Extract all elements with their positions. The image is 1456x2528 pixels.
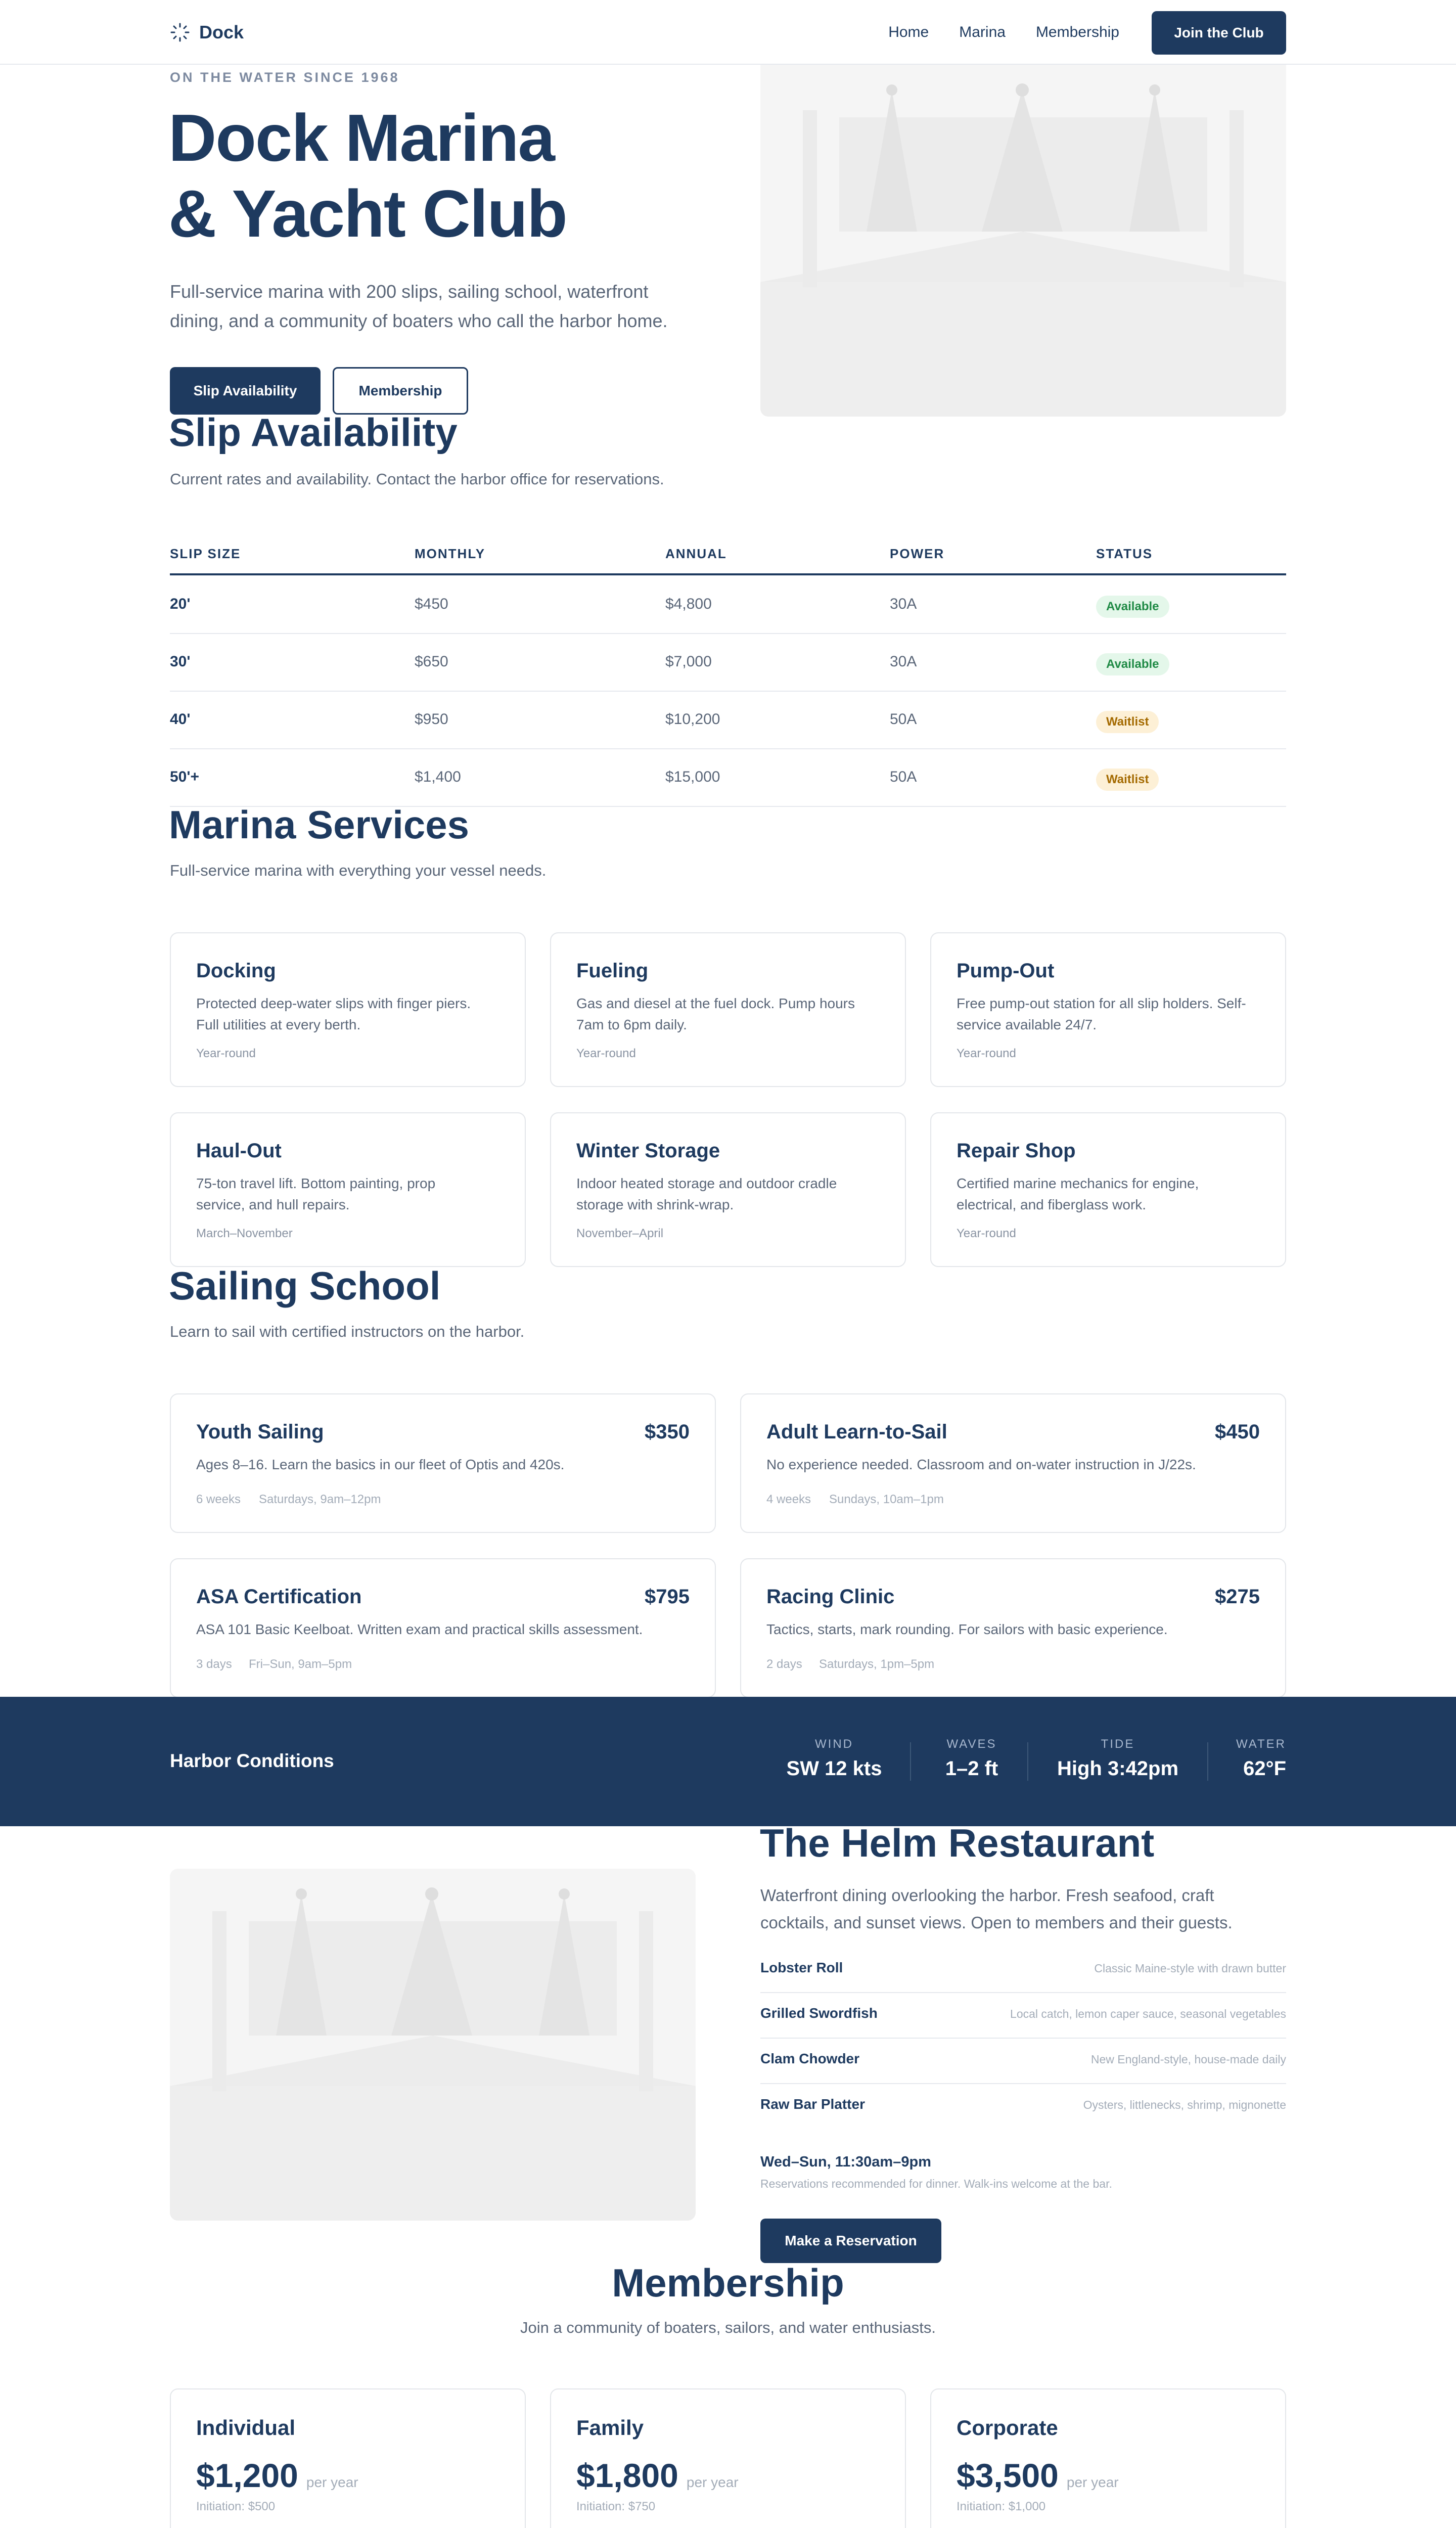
hero-title — [168, 100, 567, 252]
restaurant-hours: Wed–Sun, 11:30am–9pm — [760, 2154, 931, 2170]
plan-card-individual — [170, 2388, 526, 2528]
hero-eyebrow: ON THE WATER SINCE 1968 — [170, 70, 400, 85]
service-name: Pump-Out — [957, 960, 1055, 982]
plan-price: $1,800 — [576, 2457, 678, 2494]
hero-desc-line1: Full-service marina with 200 slips, sailing school, waterfront — [170, 281, 649, 302]
service-meta: November–April — [576, 1227, 664, 1240]
plan-name: Individual — [196, 2416, 296, 2440]
services-subtitle: Full-service marina with everything your vessel needs. — [170, 862, 547, 879]
restaurant-desc-line1: Waterfront dining overlooking the harbor. Fresh seafood, craft — [760, 1886, 1214, 1905]
slips-subtitle: Current rates and availability. Contact the harbor office for reservations. — [170, 470, 664, 488]
cell-size: 40' — [170, 711, 191, 728]
condition-water: WATER 62°F — [1236, 1737, 1286, 1780]
service-card — [170, 932, 526, 1087]
service-card — [550, 932, 906, 1087]
top-nav — [0, 0, 1456, 65]
table-row — [170, 749, 1286, 807]
th-status: STATUS — [1096, 546, 1153, 561]
cell-monthly: $650 — [415, 653, 448, 670]
menu-item-name: Lobster Roll — [760, 1960, 843, 1975]
condition-tide: TIDE High 3:42pm — [1057, 1737, 1179, 1780]
restaurant-image — [170, 1869, 696, 2221]
service-desc: 75-ton travel lift. Bottom painting, prop service, and hull repairs. — [196, 1176, 436, 1212]
course-schedule: Fri–Sun, 9am–5pm — [249, 1657, 352, 1671]
service-name: Docking — [196, 960, 276, 982]
course-name: ASA Certification — [196, 1586, 362, 1608]
service-card — [550, 1112, 906, 1267]
conditions-title: Harbor Conditions — [170, 1750, 334, 1771]
service-desc: Certified marine mechanics for engine, electrical, and fiberglass work. — [957, 1176, 1199, 1212]
course-desc: ASA 101 Basic Keelboat. Written exam and practical skills assessment. — [196, 1621, 643, 1637]
plan-name: Corporate — [957, 2416, 1058, 2440]
service-name: Fueling — [576, 960, 649, 982]
course-card — [740, 1393, 1286, 1533]
service-meta: March–November — [196, 1227, 293, 1240]
table-row — [170, 576, 1286, 634]
join-club-button[interactable]: Join the Club — [1152, 11, 1286, 55]
make-reservation-button[interactable]: Make a Reservation — [760, 2219, 941, 2263]
plan-initiation: Initiation: $750 — [576, 2500, 656, 2513]
course-price: $450 — [1215, 1421, 1260, 1443]
service-card — [930, 1112, 1286, 1267]
menu-item-desc: New England-style, house-made daily — [1090, 2053, 1286, 2066]
th-annual: ANNUAL — [665, 546, 727, 561]
th-monthly: MONTHLY — [415, 546, 486, 561]
course-name: Racing Clinic — [766, 1586, 895, 1608]
plan-initiation: Initiation: $500 — [196, 2500, 276, 2513]
hero-title-line2: & Yacht Club — [168, 176, 567, 251]
course-price: $275 — [1215, 1586, 1260, 1608]
status-badge: Available — [1096, 653, 1169, 675]
cell-monthly: $950 — [415, 711, 448, 728]
menu-item-name: Grilled Swordfish — [760, 2005, 878, 2021]
divider — [1207, 1742, 1208, 1781]
course-price: $795 — [645, 1586, 690, 1608]
course-duration: 6 weeks — [196, 1493, 241, 1506]
service-desc: Protected deep-water slips with finger piers. Full utilities at every berth. — [196, 996, 471, 1032]
cell-monthly: $1,400 — [415, 769, 461, 785]
cell-annual: $10,200 — [665, 711, 720, 728]
service-meta: Year-round — [196, 1047, 256, 1060]
plan-price-row — [196, 2456, 358, 2495]
cell-power: 50A — [890, 769, 917, 785]
service-desc: Free pump-out station for all slip holders. Self- service available 24/7. — [957, 996, 1246, 1032]
course-card — [740, 1558, 1286, 1698]
menu-item-desc: Local catch, lemon caper sauce, seasonal vegetables — [1010, 2007, 1286, 2020]
cell-annual: $15,000 — [665, 769, 720, 785]
hero-description — [170, 277, 668, 336]
service-card — [170, 1112, 526, 1267]
nav-link-membership[interactable]: Membership — [1035, 24, 1119, 40]
service-name: Repair Shop — [957, 1140, 1076, 1162]
restaurant-desc-line2: cocktails, and sunset views. Open to members and their guests. — [760, 1913, 1233, 1932]
menu-item-name: Clam Chowder — [760, 2051, 860, 2066]
course-desc: Tactics, starts, mark rounding. For sailors with basic experience. — [766, 1621, 1168, 1637]
membership-title: Membership — [612, 2261, 844, 2305]
course-name: Adult Learn-to-Sail — [766, 1421, 947, 1443]
course-card — [170, 1558, 716, 1698]
course-duration: 4 weeks — [766, 1493, 811, 1506]
menu-item-desc: Oysters, littlenecks, shrimp, mignonette — [1083, 2098, 1286, 2111]
plan-initiation: Initiation: $1,000 — [957, 2500, 1046, 2513]
harbor-conditions-bar — [0, 1697, 1456, 1826]
plan-price-row — [576, 2456, 739, 2495]
condition-waves: WAVES 1–2 ft — [945, 1737, 998, 1780]
nav-link-marina[interactable]: Marina — [959, 24, 1006, 40]
menu-item — [760, 2039, 1286, 2084]
cell-power: 50A — [890, 711, 917, 728]
plan-card-family — [550, 2388, 906, 2528]
nav-link-home[interactable]: Home — [888, 24, 929, 40]
menu-item — [760, 1993, 1286, 2039]
divider — [910, 1742, 911, 1781]
slips-table-header — [170, 535, 1286, 575]
school-title: Sailing School — [169, 1263, 441, 1308]
logo[interactable] — [170, 20, 244, 44]
service-name: Winter Storage — [576, 1140, 720, 1162]
logo-text: Dock — [199, 22, 244, 42]
cell-size: 20' — [170, 596, 191, 612]
cell-power: 30A — [890, 653, 917, 670]
service-desc: Indoor heated storage and outdoor cradle storage with shrink-wrap. — [576, 1176, 837, 1212]
slips-title: Slip Availability — [169, 410, 458, 455]
course-schedule: Sundays, 10am–1pm — [829, 1493, 944, 1506]
course-desc: No experience needed. Classroom and on-water instruction in J/22s. — [766, 1457, 1196, 1472]
service-meta: Year-round — [957, 1227, 1016, 1240]
restaurant-note: Reservations recommended for dinner. Walk-ins welcome at the bar. — [760, 2177, 1112, 2190]
nav-links — [888, 20, 1119, 44]
compass-logo-icon — [170, 22, 190, 42]
course-desc: Ages 8–16. Learn the basics in our fleet of Optis and 420s. — [196, 1457, 565, 1472]
slip-availability-button[interactable]: Slip Availability — [170, 367, 321, 415]
menu-item-name: Raw Bar Platter — [760, 2096, 865, 2112]
service-name: Haul-Out — [196, 1140, 282, 1162]
membership-subtitle: Join a community of boaters, sailors, and water enthusiasts. — [520, 2319, 936, 2336]
course-name: Youth Sailing — [196, 1421, 324, 1443]
course-card — [170, 1393, 716, 1533]
services-title: Marina Services — [169, 802, 470, 847]
cell-monthly: $450 — [415, 596, 448, 612]
th-slip-size: SLIP SIZE — [170, 546, 241, 561]
menu-item — [760, 1948, 1286, 1993]
plan-card-corporate — [930, 2388, 1286, 2528]
marina-illustration — [170, 1869, 696, 2221]
plan-price-row — [957, 2456, 1119, 2495]
cell-size: 50'+ — [170, 769, 200, 785]
hero-title-line1: Dock Marina — [168, 101, 554, 175]
restaurant-title: The Helm Restaurant — [760, 1821, 1155, 1865]
course-duration: 2 days — [766, 1657, 802, 1671]
menu-item — [760, 2084, 1286, 2130]
plan-period: per year — [686, 2474, 739, 2490]
th-power: POWER — [890, 546, 945, 561]
plan-name: Family — [576, 2416, 644, 2440]
school-subtitle: Learn to sail with certified instructors on the harbor. — [170, 1323, 525, 1340]
plan-period: per year — [306, 2474, 358, 2490]
cell-power: 30A — [890, 596, 917, 612]
status-badge: Waitlist — [1096, 769, 1159, 791]
marina-illustration — [760, 65, 1286, 417]
service-meta: Year-round — [576, 1047, 636, 1060]
hero-image — [760, 65, 1286, 417]
menu-item-desc: Classic Maine-style with drawn butter — [1094, 1962, 1286, 1975]
divider — [1027, 1742, 1028, 1781]
course-schedule: Saturdays, 9am–12pm — [259, 1493, 381, 1506]
plan-price: $1,200 — [196, 2457, 298, 2494]
hero-desc-line2: dining, and a community of boaters who call the harbor home. — [170, 310, 668, 331]
plan-period: per year — [1066, 2474, 1119, 2490]
course-duration: 3 days — [196, 1657, 232, 1671]
status-badge: Waitlist — [1096, 711, 1159, 733]
table-row — [170, 634, 1286, 692]
plan-price: $3,500 — [957, 2457, 1059, 2494]
service-card — [930, 932, 1286, 1087]
service-meta: Year-round — [957, 1047, 1016, 1060]
membership-button[interactable]: Membership — [333, 367, 468, 415]
cell-size: 30' — [170, 653, 191, 670]
cell-annual: $4,800 — [665, 596, 712, 612]
course-price: $350 — [645, 1421, 690, 1443]
course-schedule: Saturdays, 1pm–5pm — [819, 1657, 935, 1671]
status-badge: Available — [1096, 596, 1169, 618]
service-desc: Gas and diesel at the fuel dock. Pump hours 7am to 6pm daily. — [576, 996, 855, 1032]
table-row — [170, 692, 1286, 749]
condition-wind: WIND SW 12 kts — [786, 1737, 882, 1780]
cell-annual: $7,000 — [665, 653, 712, 670]
restaurant-description — [760, 1882, 1233, 1936]
